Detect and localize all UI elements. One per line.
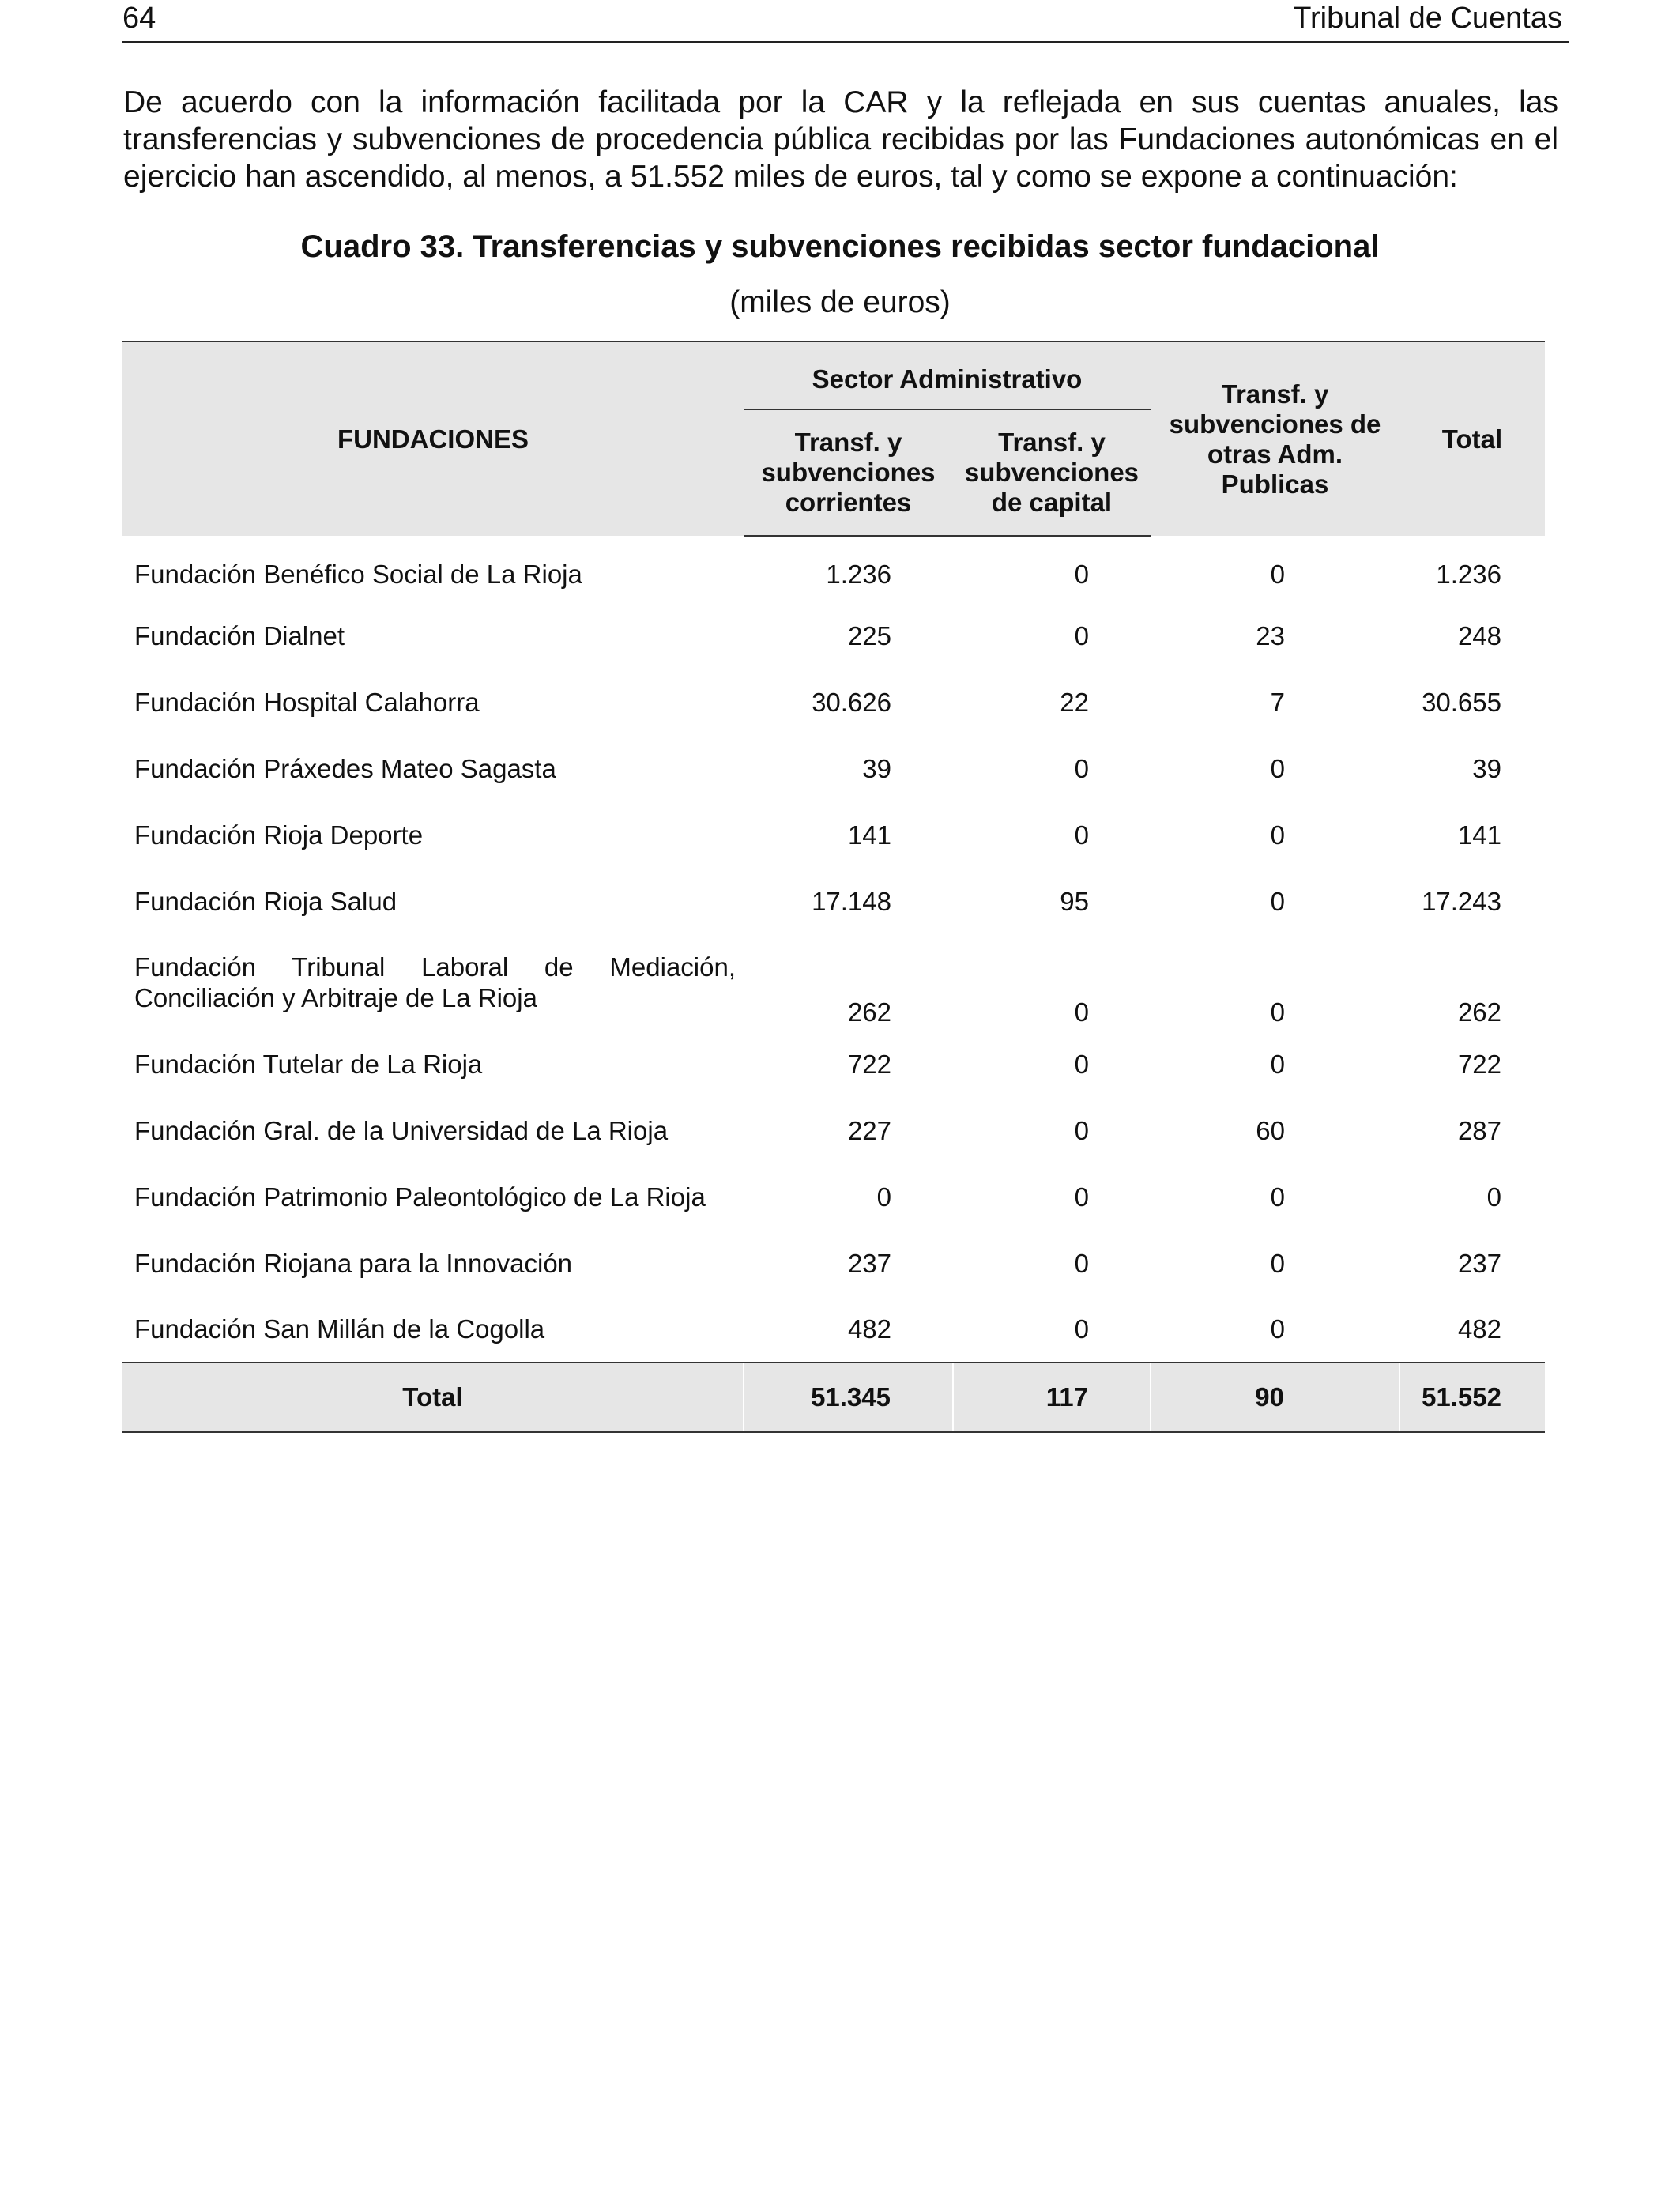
cell-capital: 0 bbox=[1074, 560, 1089, 589]
cell-corrientes: 0 bbox=[876, 1182, 891, 1212]
cell-capital: 0 bbox=[1074, 620, 1089, 650]
table-subtitle: (miles de euros) bbox=[729, 285, 951, 319]
col-header-otras-adm bbox=[1151, 341, 1399, 536]
table-header bbox=[122, 341, 1545, 536]
cell-corrientes: 237 bbox=[847, 1248, 891, 1278]
cell-capital: 0 bbox=[1074, 753, 1089, 783]
cell-otras: 0 bbox=[1270, 753, 1285, 783]
row-name: Fundación Benéfico Social de La Rioja bbox=[134, 559, 582, 589]
cell-otras: 0 bbox=[1270, 1182, 1285, 1212]
row-name bbox=[122, 934, 744, 1031]
table-title: Cuadro 33. Transferencias y subvenciones recibidas sector fundacional bbox=[300, 229, 1380, 264]
cell-total: 39 bbox=[1472, 753, 1501, 783]
table-row bbox=[122, 602, 1545, 669]
cell-otras: 0 bbox=[1270, 1248, 1285, 1278]
col-header-total: Total bbox=[1399, 341, 1545, 536]
intro-paragraph: De acuerdo con la información facilitada por la CAR y la reflejada en sus cuentas anuales, las transferencias y subvenciones de procedencia pública recibidas por las Fundaciones autonómicas en el ejercicio han ascendido, al menos, a 51.552 miles de euros, tal y como se expone a continuación: bbox=[123, 85, 1558, 194]
table-row bbox=[122, 536, 1545, 602]
cell-corrientes: 722 bbox=[847, 1049, 891, 1079]
row-name: Fundación Riojana para la Innovación bbox=[134, 1248, 573, 1278]
cell-otras: 23 bbox=[1256, 620, 1285, 650]
cell-corrientes: 262 bbox=[847, 997, 891, 1027]
cell-capital: 95 bbox=[1060, 886, 1089, 916]
cell-total: 141 bbox=[1457, 820, 1501, 850]
cell-corrientes: 225 bbox=[847, 620, 891, 650]
cell-otras: 0 bbox=[1270, 886, 1285, 916]
cell-capital: 0 bbox=[1074, 997, 1089, 1027]
col-header-otras-adm-label: Transf. y subvenciones de otras Adm. Publicas bbox=[1169, 379, 1381, 499]
cell-corrientes: 30.626 bbox=[812, 687, 891, 717]
row-name-text: Fundación Tribunal Laboral de Mediación, Conciliación y Arbitraje de La Rioja bbox=[134, 952, 736, 1012]
cell-otras: 0 bbox=[1270, 997, 1285, 1027]
col-header-sector-administrativo: Sector Administrativo bbox=[744, 341, 1151, 409]
row-name: Fundación Gral. de la Universidad de La Rioja bbox=[134, 1115, 669, 1145]
cell-total: 287 bbox=[1457, 1115, 1501, 1145]
row-name: Fundación Tutelar de La Rioja bbox=[134, 1049, 483, 1079]
table-row bbox=[122, 669, 1545, 735]
cell-otras: 60 bbox=[1256, 1115, 1285, 1145]
table-row bbox=[122, 1097, 1545, 1163]
cell-otras: 0 bbox=[1270, 1314, 1285, 1344]
totals-row bbox=[122, 1363, 1545, 1432]
cell-corrientes: 141 bbox=[847, 820, 891, 850]
cell-corrientes: 1.236 bbox=[826, 560, 891, 589]
table-row bbox=[122, 801, 1545, 868]
total-capital: 117 bbox=[953, 1363, 1151, 1432]
col-header-fundaciones: FUNDACIONES bbox=[122, 341, 744, 536]
row-name: Fundación Rioja Deporte bbox=[134, 820, 424, 850]
cell-capital: 0 bbox=[1074, 820, 1089, 850]
row-name: Fundación Patrimonio Paleontológico de La Rioja bbox=[134, 1182, 706, 1212]
cell-corrientes: 482 bbox=[847, 1314, 891, 1344]
total-total: 51.552 bbox=[1399, 1363, 1545, 1432]
cell-total: 248 bbox=[1457, 620, 1501, 650]
row-name: Fundación Hospital Calahorra bbox=[134, 687, 480, 717]
cell-otras: 0 bbox=[1270, 559, 1285, 589]
page-header bbox=[122, 0, 1569, 43]
organization-name: Tribunal de Cuentas bbox=[1293, 2, 1562, 35]
cell-capital: 0 bbox=[1074, 1115, 1089, 1145]
cell-otras: 7 bbox=[1270, 687, 1285, 717]
totals-label: Total bbox=[122, 1363, 744, 1432]
cell-otras: 0 bbox=[1270, 820, 1285, 850]
page-number: 64 bbox=[122, 2, 156, 35]
cell-corrientes: 39 bbox=[862, 753, 891, 783]
cell-capital: 0 bbox=[1074, 1182, 1089, 1212]
cell-capital: 0 bbox=[1074, 1049, 1089, 1079]
cell-total: 30.655 bbox=[1422, 687, 1501, 717]
cell-corrientes: 17.148 bbox=[812, 886, 891, 916]
transfers-table bbox=[122, 341, 1545, 1433]
row-name: Fundación Rioja Salud bbox=[134, 886, 397, 916]
cell-total: 482 bbox=[1457, 1314, 1501, 1344]
table-body bbox=[122, 536, 1545, 1363]
cell-capital: 0 bbox=[1074, 1248, 1089, 1278]
row-name: Fundación Práxedes Mateo Sagasta bbox=[134, 753, 556, 783]
table-row bbox=[122, 1296, 1545, 1363]
table-row bbox=[122, 1230, 1545, 1296]
cell-capital: 22 bbox=[1060, 687, 1089, 717]
col-header-corrientes: Transf. y subvenciones corrientes bbox=[744, 409, 953, 536]
table-row bbox=[122, 1163, 1545, 1230]
table-row bbox=[122, 934, 1545, 1031]
table-footer bbox=[122, 1363, 1545, 1432]
col-header-capital: Transf. y subvenciones de capital bbox=[953, 409, 1151, 536]
cell-total: 262 bbox=[1457, 997, 1501, 1027]
row-name: Fundación Dialnet bbox=[134, 620, 345, 650]
table-row bbox=[122, 868, 1545, 934]
cell-total: 17.243 bbox=[1422, 886, 1501, 916]
table-row bbox=[122, 1031, 1545, 1097]
total-otras: 90 bbox=[1151, 1363, 1399, 1432]
row-name: Fundación San Millán de la Cogolla bbox=[134, 1314, 545, 1344]
cell-total: 237 bbox=[1457, 1248, 1501, 1278]
total-corrientes: 51.345 bbox=[744, 1363, 953, 1432]
cell-total: 0 bbox=[1486, 1182, 1501, 1212]
cell-corrientes: 227 bbox=[847, 1115, 891, 1145]
cell-total: 1.236 bbox=[1436, 559, 1501, 589]
cell-otras: 0 bbox=[1270, 1049, 1285, 1079]
table-row bbox=[122, 735, 1545, 801]
cell-total: 722 bbox=[1457, 1049, 1501, 1079]
cell-capital: 0 bbox=[1074, 1314, 1089, 1344]
